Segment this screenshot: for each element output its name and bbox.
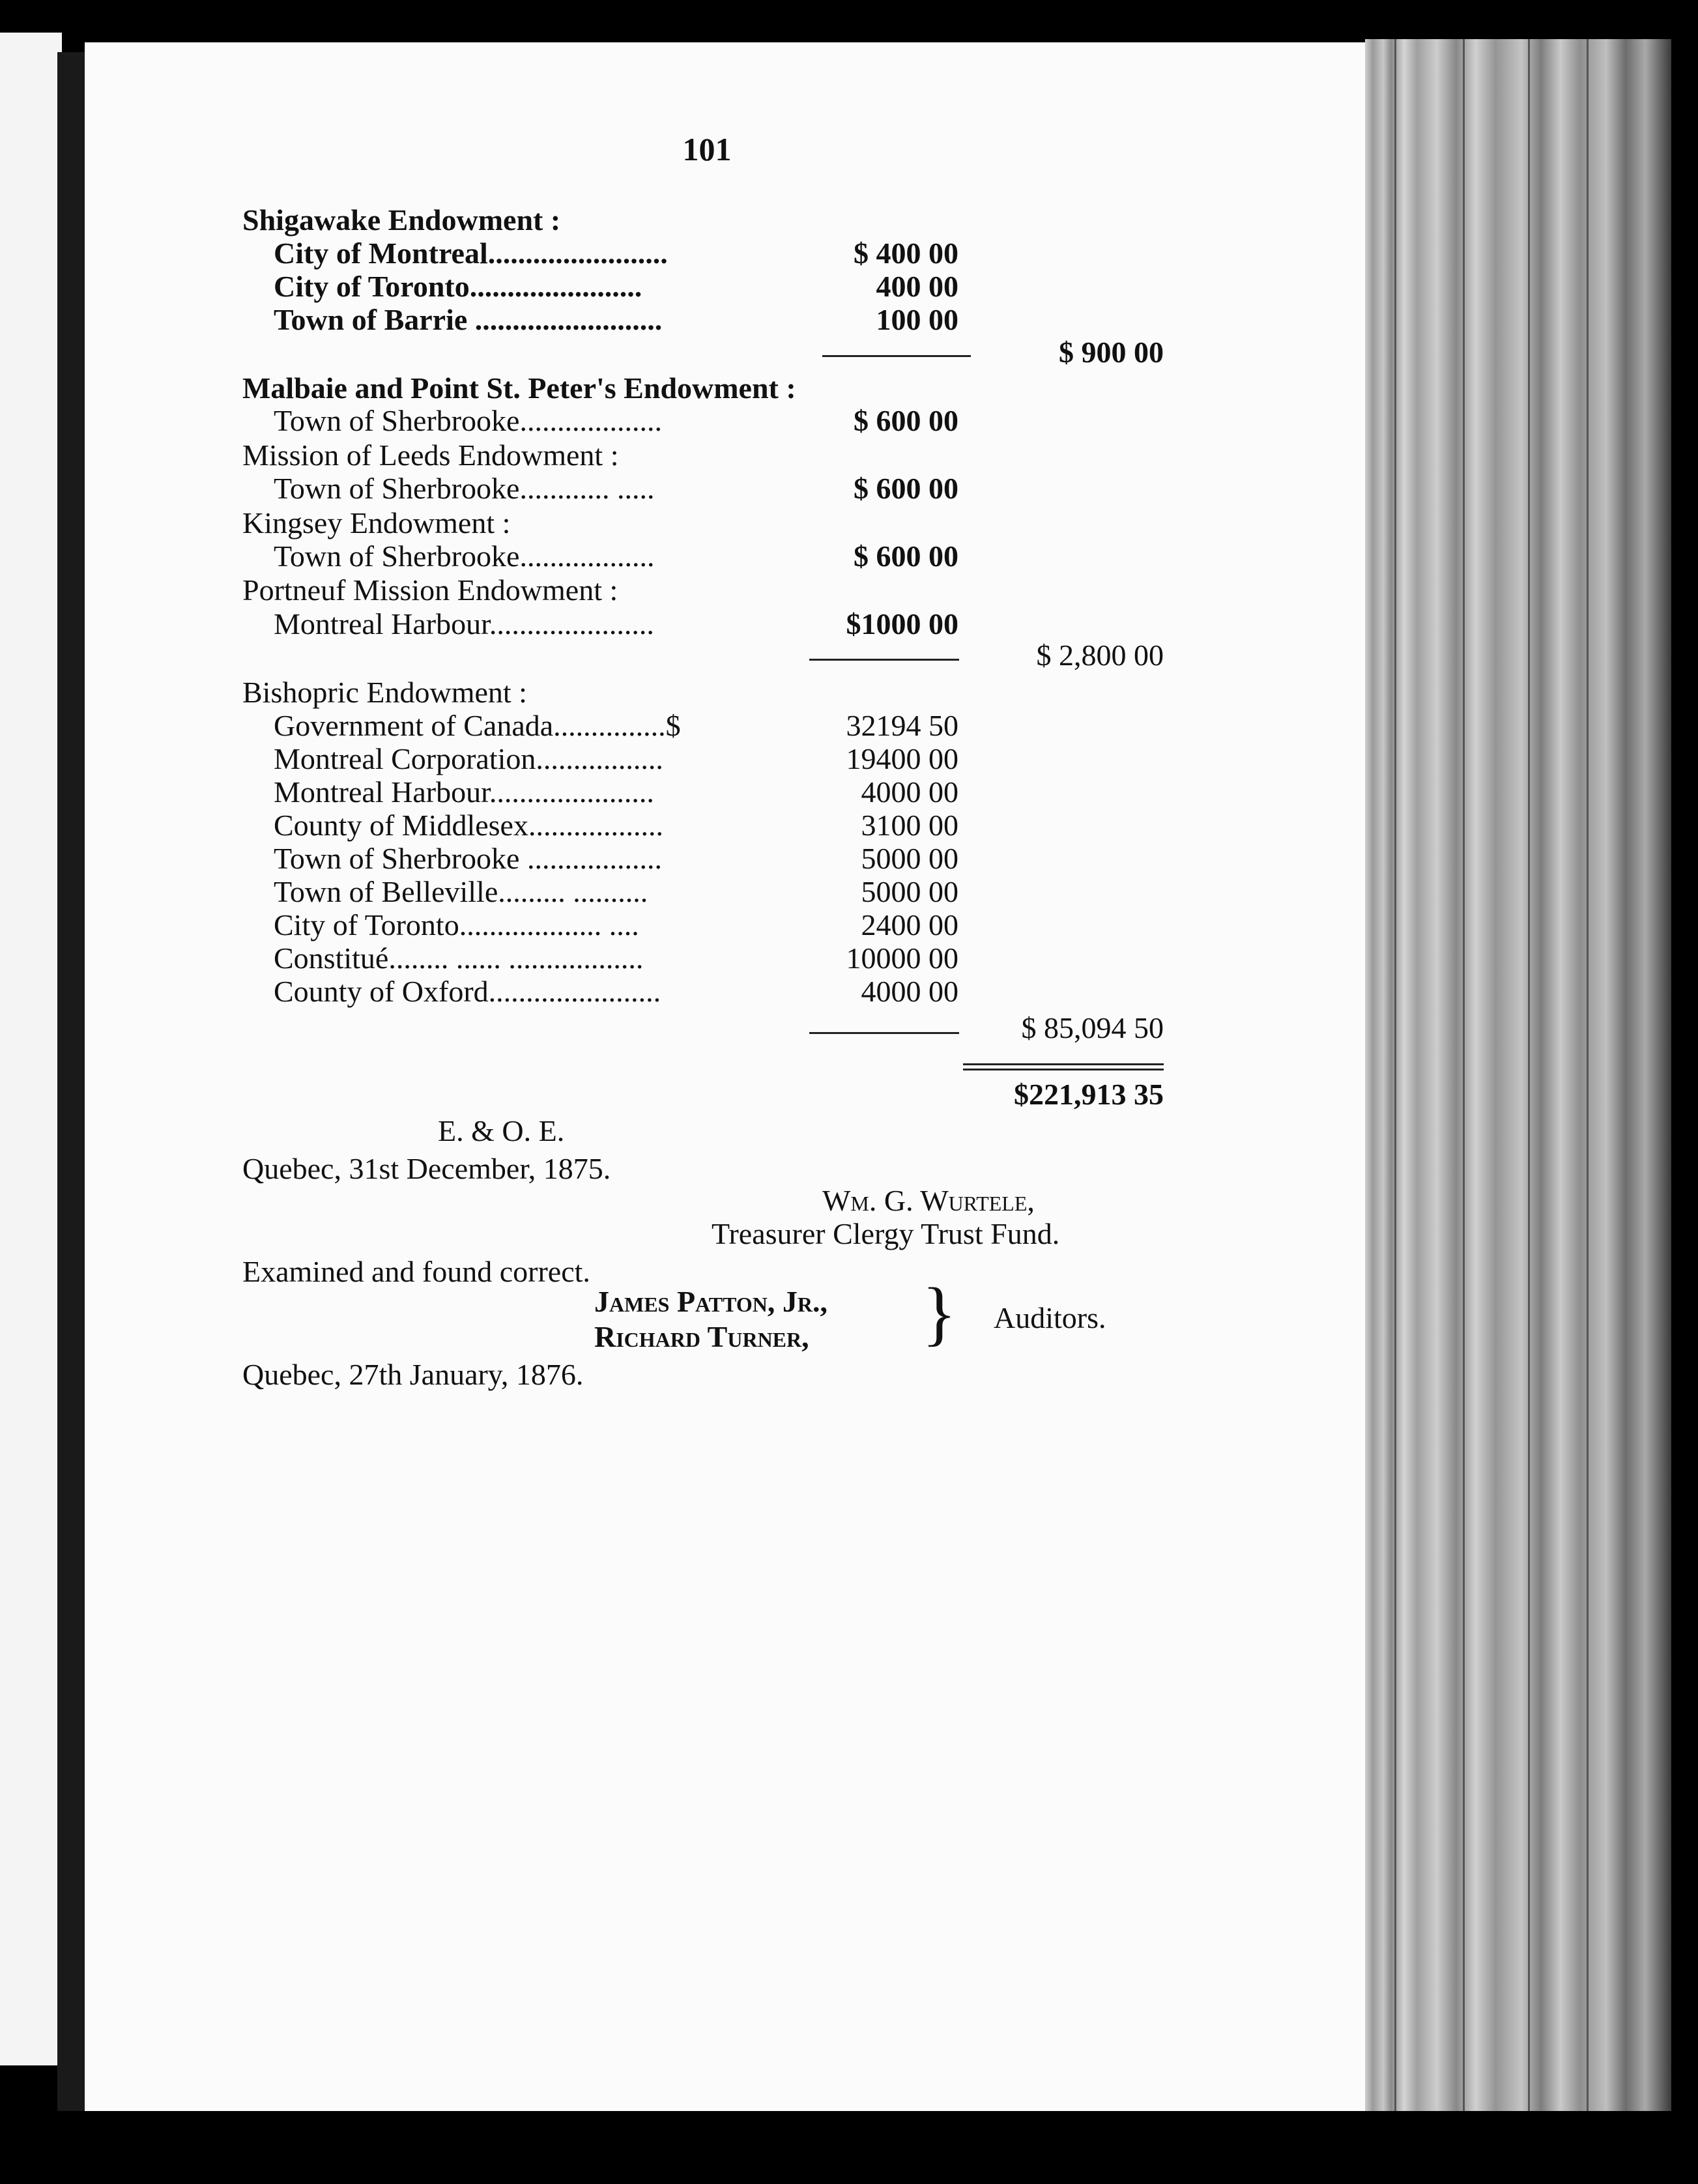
list-item-label: Montreal Harbour...................... xyxy=(274,775,654,809)
shigawake-total: $ 900 00 xyxy=(1059,336,1164,369)
list-item-amount: 3100 00 xyxy=(861,809,958,842)
audit-date: Quebec, 27th January, 1876. xyxy=(242,1358,584,1391)
subtotal-rule xyxy=(809,659,959,661)
list-item-label: Town of Sherbrooke.................. xyxy=(274,539,655,573)
eoe-note: E. & O. E. xyxy=(438,1114,565,1147)
list-item-label: City of Montreal........................ xyxy=(274,237,668,270)
facing-page-edge xyxy=(0,33,62,2065)
list-item-amount: 10000 00 xyxy=(846,941,958,975)
grand-total: $221,913 35 xyxy=(1014,1078,1164,1111)
list-item-label: Constitué........ ...... .................. xyxy=(274,941,644,975)
list-item-amount: $1000 00 xyxy=(846,607,958,640)
list-item-amount: 400 00 xyxy=(876,270,958,303)
list-item-label: County of Oxford....................... xyxy=(274,975,661,1008)
subtotal-rule xyxy=(809,1032,959,1034)
shigawake-heading: Shigawake Endowment : xyxy=(242,203,561,237)
bishopric-total: $ 85,094 50 xyxy=(1021,1011,1164,1044)
leeds-heading: Mission of Leeds Endowment : xyxy=(242,438,619,472)
list-item-amount: 100 00 xyxy=(876,303,958,336)
total-rule xyxy=(963,1069,1164,1070)
auditor-name: James Patton, Jr., xyxy=(594,1285,828,1318)
list-item-amount: $ 600 00 xyxy=(854,472,958,505)
auditors-label: Auditors. xyxy=(994,1301,1106,1334)
subtotal-rule xyxy=(822,355,971,357)
examined-note: Examined and found correct. xyxy=(242,1255,590,1288)
list-item-amount: 4000 00 xyxy=(861,975,958,1008)
portneuf-heading: Portneuf Mission Endowment : xyxy=(242,573,618,607)
kingsey-heading: Kingsey Endowment : xyxy=(242,506,511,539)
list-item-amount: $ 600 00 xyxy=(854,539,958,573)
page-stack-edges xyxy=(1365,39,1671,2111)
list-item-label: Town of Sherbrooke................... xyxy=(274,404,662,437)
signatory-name: Wm. G. Wurtele, xyxy=(822,1184,1035,1217)
list-item-amount: 2400 00 xyxy=(861,908,958,941)
malbaie-heading: Malbaie and Point St. Peter's Endowment : xyxy=(242,371,796,405)
list-item-label: Town of Sherbrooke............ ..... xyxy=(274,472,655,505)
list-item-label: Government of Canada...............$ xyxy=(274,709,681,742)
bishopric-heading: Bishopric Endowment : xyxy=(242,676,527,709)
list-item-amount: 32194 50 xyxy=(846,709,958,742)
total-rule xyxy=(963,1063,1164,1065)
signatory-title: Treasurer Clergy Trust Fund. xyxy=(712,1217,1060,1250)
auditor-name: Richard Turner, xyxy=(594,1320,809,1353)
book-page xyxy=(85,42,1375,2111)
list-item-amount: 4000 00 xyxy=(861,775,958,809)
list-item-amount: $ 600 00 xyxy=(854,404,958,437)
list-item-label: Town of Barrie ......................... xyxy=(274,303,663,336)
list-item-amount: $ 400 00 xyxy=(854,237,958,270)
statement-date: Quebec, 31st December, 1875. xyxy=(242,1152,611,1185)
list-item-label: City of Toronto....................... xyxy=(274,270,642,303)
page-number: 101 xyxy=(682,131,732,167)
portneuf-total: $ 2,800 00 xyxy=(1036,639,1164,672)
list-item-label: Montreal Harbour...................... xyxy=(274,607,654,640)
list-item-amount: 5000 00 xyxy=(861,842,958,875)
auditors-brace: } xyxy=(922,1273,957,1353)
list-item-label: County of Middlesex.................. xyxy=(274,809,663,842)
list-item-label: Town of Sherbrooke .................. xyxy=(274,842,662,875)
list-item-label: City of Toronto................... .... xyxy=(274,908,639,941)
list-item-amount: 19400 00 xyxy=(846,742,958,775)
list-item-label: Town of Belleville......... .......... xyxy=(274,875,648,908)
list-item-label: Montreal Corporation................. xyxy=(274,742,663,775)
list-item-amount: 5000 00 xyxy=(861,875,958,908)
